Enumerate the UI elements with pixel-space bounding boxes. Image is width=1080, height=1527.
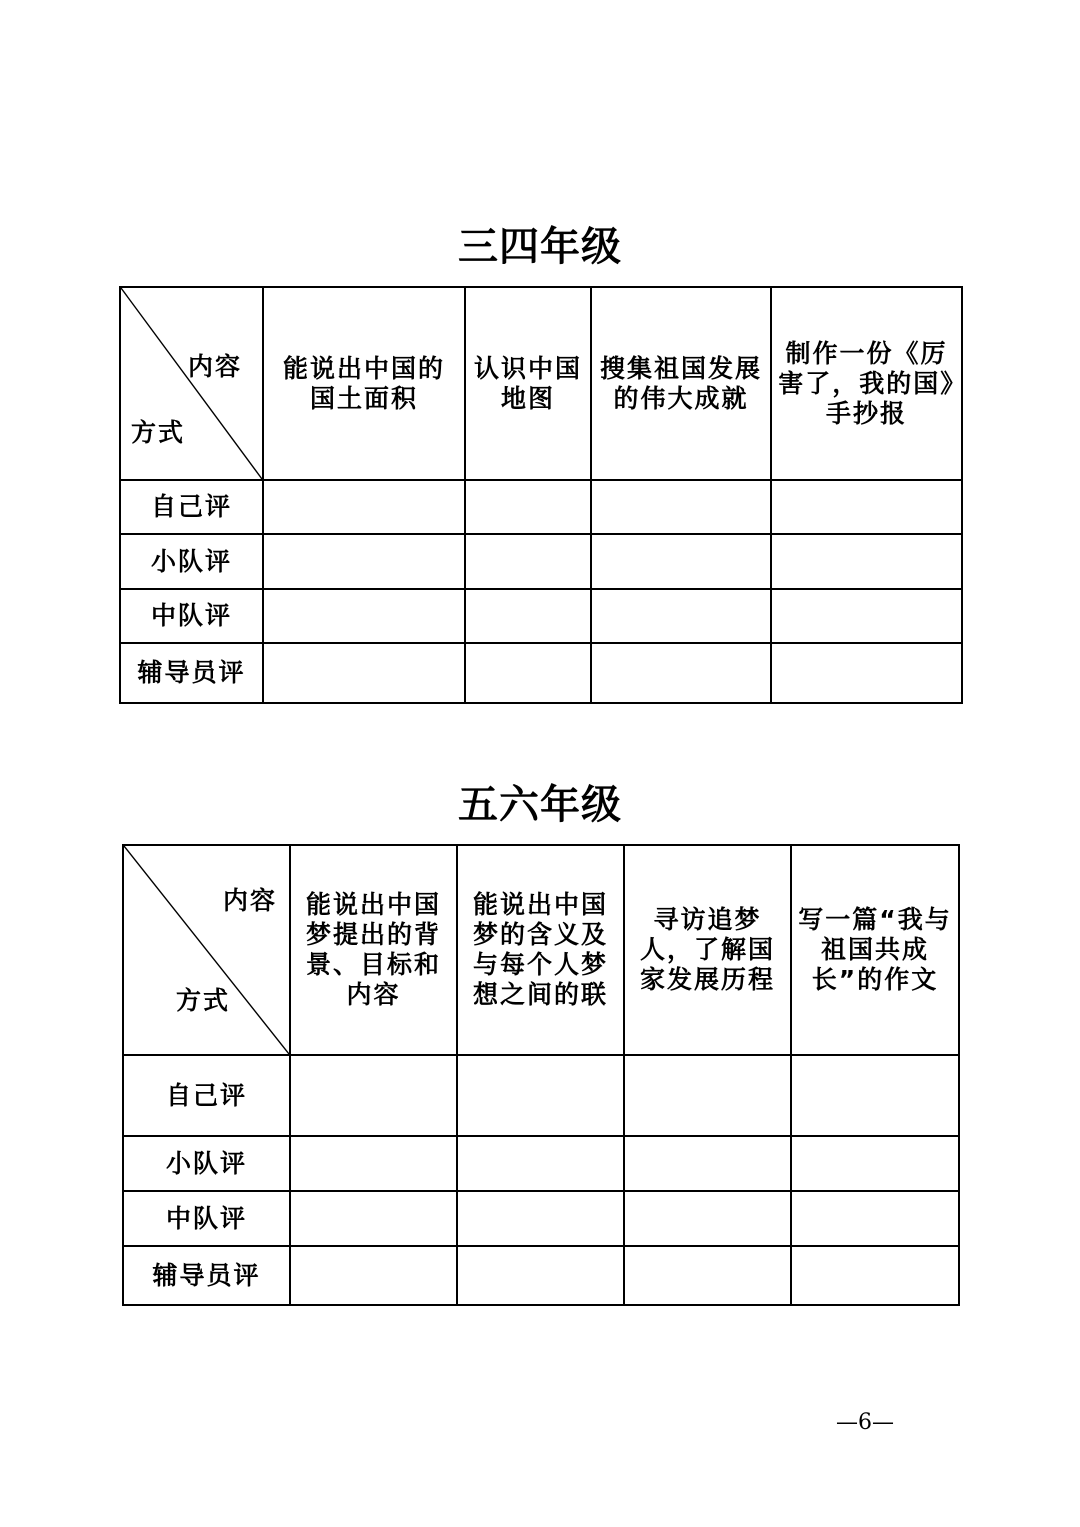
rating-cell[interactable] [771,534,962,589]
rating-cell[interactable] [465,589,591,643]
rating-cell[interactable] [624,1191,791,1246]
row-header: 自己评 [123,1055,290,1136]
rating-cell[interactable] [457,1191,624,1246]
table-row [123,1246,959,1305]
rating-cell[interactable] [465,534,591,589]
table-row [120,643,962,703]
column-header-label: 搜集祖国发展的伟大成就 [599,353,762,413]
diagonal-divider [121,288,262,479]
rating-cell[interactable] [791,1055,959,1136]
table-row [120,534,962,589]
table-row [123,1055,959,1136]
column-header-label: 能说出中国的国土面积 [282,353,445,413]
rating-cell[interactable] [290,1191,457,1246]
column-header-label: 写一篇“我与祖国共成长”的作文 [798,905,952,994]
rating-cell[interactable] [624,1055,791,1136]
rating-cell[interactable] [263,480,465,534]
rating-cell[interactable] [771,480,962,534]
column-header-label: 认识中国地图 [473,353,582,413]
diagonal-divider [124,846,289,1054]
rating-cell[interactable] [624,1136,791,1191]
row-header: 自己评 [120,480,263,534]
rating-cell[interactable] [791,1136,959,1191]
column-header [624,845,791,1055]
column-header [457,845,624,1055]
column-header [771,287,962,480]
rating-cell[interactable] [624,1246,791,1305]
row-header: 中队评 [123,1191,290,1246]
rating-cell[interactable] [263,589,465,643]
corner-header-cell [123,845,290,1055]
row-header: 辅导员评 [120,643,263,703]
column-header [465,287,591,480]
rating-cell[interactable] [771,589,962,643]
row-header: 中队评 [120,589,263,643]
rating-cell[interactable] [263,643,465,703]
rating-cell[interactable] [290,1246,457,1305]
corner-label-content: 内容 [222,886,277,915]
rating-cell[interactable] [465,643,591,703]
table-row [123,1191,959,1246]
rating-cell[interactable] [457,1055,624,1136]
table-row [120,589,962,643]
rating-cell[interactable] [290,1136,457,1191]
rating-cell[interactable] [591,643,771,703]
rating-cell[interactable] [457,1246,624,1305]
row-header: 小队评 [120,534,263,589]
column-header-label: 寻访追梦人，了解国家发展历程 [639,905,775,994]
table-row [120,480,962,534]
column-header [290,845,457,1055]
rating-cell[interactable] [591,480,771,534]
rating-cell[interactable] [290,1055,457,1136]
rating-cell[interactable] [465,480,591,534]
corner-label-method: 方式 [131,418,186,447]
corner-label-method: 方式 [176,986,231,1015]
rating-cell[interactable] [591,589,771,643]
rating-cell[interactable] [791,1246,959,1305]
rating-cell[interactable] [591,534,771,589]
evaluation-table-grade-5-6 [122,844,960,1306]
corner-label-content: 内容 [187,352,242,381]
corner-header-cell [120,287,263,480]
column-header-label: 制作一份《厉害了，我的国》手抄报 [778,338,955,428]
column-header-label: 能说出中国梦提出的背景、目标和内容 [305,890,441,1009]
column-header [791,845,959,1055]
section-title-grade-3-4: 三四年级 [458,223,622,270]
page-number: —6— [836,1410,894,1435]
row-header: 辅导员评 [123,1246,290,1305]
evaluation-table-grade-3-4 [119,286,963,704]
table-row [123,1136,959,1191]
rating-cell[interactable] [791,1191,959,1246]
column-header [591,287,771,480]
section-title-grade-5-6: 五六年级 [458,781,622,828]
column-header [263,287,465,480]
rating-cell[interactable] [457,1136,624,1191]
column-header-label: 能说出中国梦的含义及与每个人梦想之间的联 [472,890,608,1009]
row-header: 小队评 [123,1136,290,1191]
rating-cell[interactable] [771,643,962,703]
rating-cell[interactable] [263,534,465,589]
